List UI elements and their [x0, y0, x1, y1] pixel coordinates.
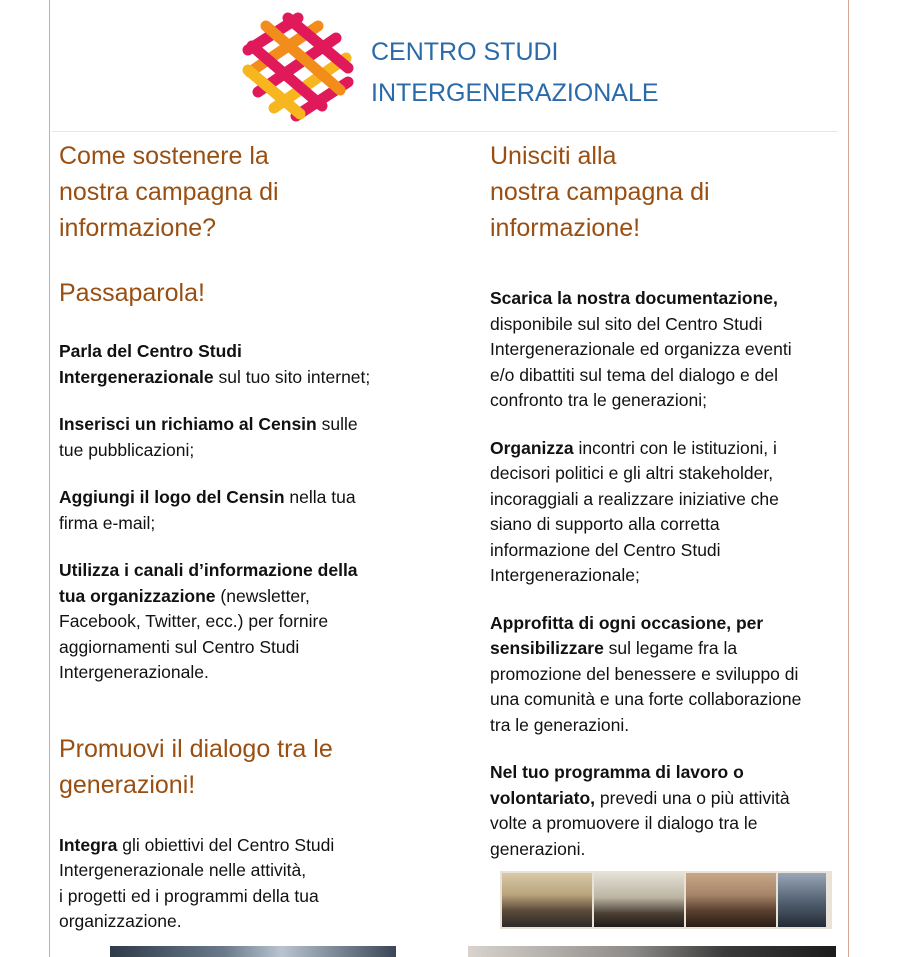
header-divider: [52, 131, 838, 132]
photo-4: [778, 873, 826, 927]
left-column: [59, 138, 419, 935]
photo-2: [594, 873, 684, 927]
photo-strip: [500, 871, 832, 929]
right-item-3: Approfitta di ogni occasione, per sensibilizzare sul legame fra la promozione del benessere e sviluppo di una comunità e una forte collaborazione tra le generazioni.: [490, 612, 802, 735]
censin-logo: [238, 10, 356, 122]
left-final-item: Integra gli obiettivi del Centro Studi Intergenerazionale nelle attività, i progetti ed i programmi della tua organizzazione.: [59, 834, 335, 931]
page-border-left: [49, 0, 50, 957]
left-item-4: Utilizza i canali d’informazione della tua organizzazione (newsletter, Facebook, Twitter, ecc.) per fornire aggiornamenti sul Centro Studi Intergenerazionale.: [59, 560, 358, 682]
logo-line-2: INTERGENERAZIONALE: [371, 79, 659, 107]
left-item-2: Inserisci un richiamo al Censin sulle tue pubblicazioni;: [59, 414, 358, 460]
photo-1: [502, 873, 592, 927]
left-item-3: Aggiungi il logo del Censin nella tua firma e-mail;: [59, 487, 356, 533]
promuovi-heading: Promuovi il dialogo tra le generazioni!: [59, 734, 333, 799]
page-border-right: [848, 0, 849, 957]
right-heading: Unisciti alla nostra campagna di informazione!: [490, 142, 710, 242]
left-heading: Come sostenere la nostra campagna di informazione?: [59, 142, 279, 242]
right-column: [490, 138, 835, 862]
photo-3: [686, 873, 776, 927]
logo-text: [371, 32, 659, 114]
bottom-photo-left: [110, 946, 396, 957]
right-item-2: Organizza incontri con le istituzioni, i decisori politici e gli altri stakeholder, incoraggiali a realizzare iniziative che siano di supporto alla corretta informazione del Centro Studi Intergenerazionale;: [490, 437, 779, 585]
bottom-photo-right: [468, 946, 836, 957]
right-item-1: Scarica la nostra documentazione, disponibile sul sito del Centro Studi Intergenerazionale ed organizza eventi e/o dibattiti sul tema del dialogo e del confronto tra le generazioni;: [490, 288, 792, 410]
left-item-1: Parla del Centro Studi Intergenerazionale sul tuo sito internet;: [59, 341, 371, 387]
logo-line-1: CENTRO STUDI: [371, 38, 559, 66]
passaparola-heading: Passaparola!: [59, 279, 205, 307]
right-item-4: Nel tuo programma di lavoro o volontariato, prevedi una o più attività volte a promuovere il dialogo tra le generazioni.: [490, 762, 790, 859]
